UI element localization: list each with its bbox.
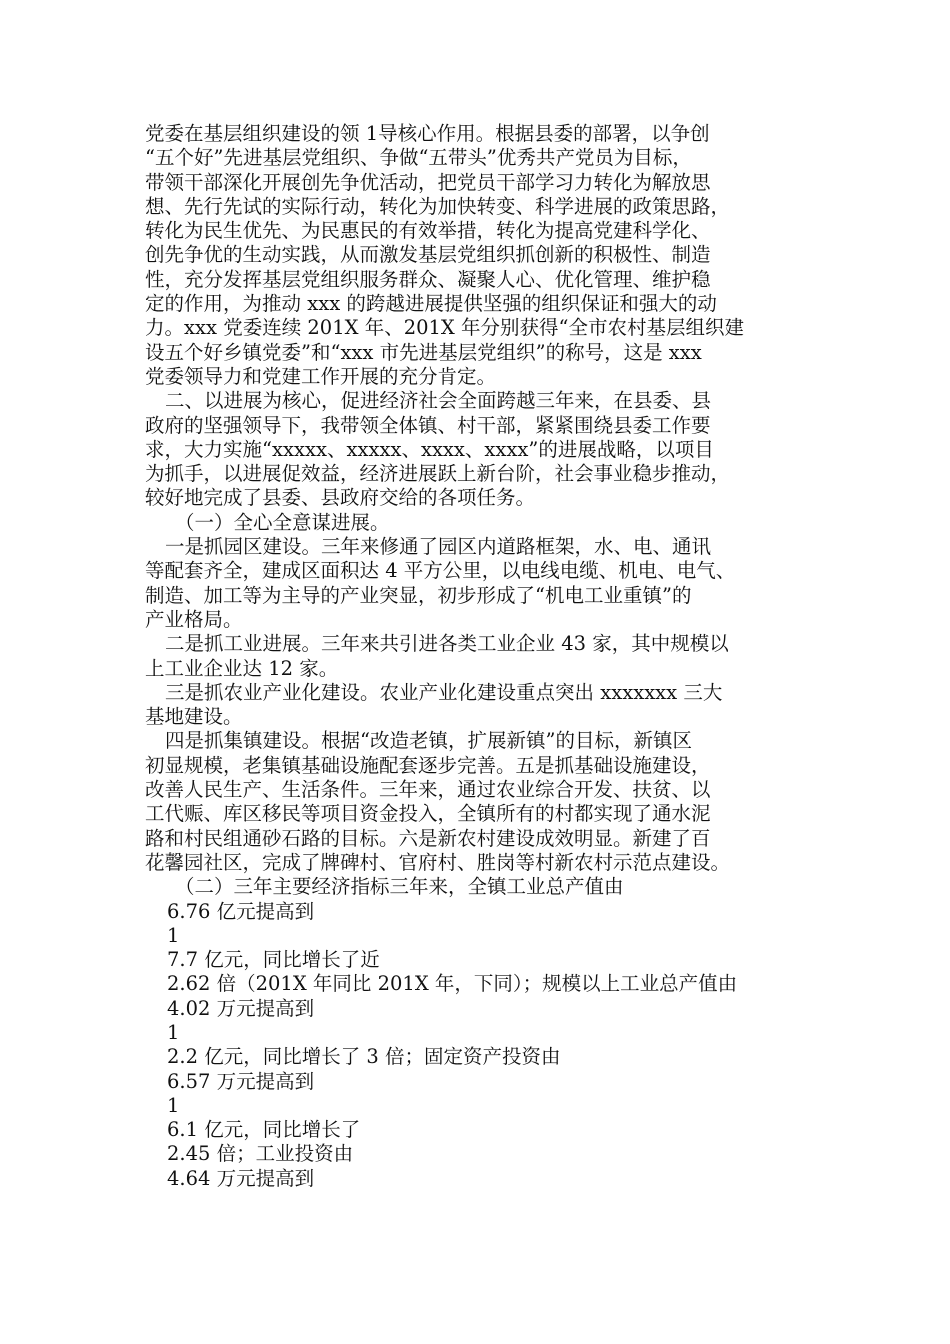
body-line: 改善人民生产、生活条件。三年来，通过农业综合开发、扶贫、以 xyxy=(145,778,711,802)
body-line: 6.76 亿元提高到 xyxy=(167,899,315,923)
body-line: 四是抓集镇建设。根据“改造老镇，扩展新镇”的目标，新镇区 xyxy=(165,729,692,753)
body-line: 工代赈、库区移民等项目资金投入，全镇所有的村都实现了通水泥 xyxy=(145,802,711,826)
body-line: 二是抓工业进展。三年来共引进各类工业企业 43 家，其中规模以 xyxy=(165,632,729,656)
body-line: 力。xxx 党委连续 201X 年、201X 年分别获得“全市农村基层组织建 xyxy=(145,316,744,340)
body-line: 1 xyxy=(167,1093,180,1117)
body-line: 6.57 万元提高到 xyxy=(167,1069,315,1093)
subsection-heading: （二）三年主要经济指标三年来，全镇工业总产值由 xyxy=(175,875,624,899)
body-line: 为抓手，以进展促效益，经济进展跃上新台阶，社会事业稳步推动， xyxy=(145,462,731,486)
body-line: 设五个好乡镇党委”和“xxx 市先进基层党组织”的称号，这是 xxx xyxy=(145,340,702,364)
body-line: 一是抓园区建设。三年来修通了园区内道路框架，水、电、通讯 xyxy=(165,535,712,559)
body-line: 初显规模，老集镇基础设施配套逐步完善。五是抓基础设施建设， xyxy=(145,753,711,777)
body-line: 上工业企业达 12 家。 xyxy=(145,656,339,680)
body-line: 三是抓农业产业化建设。农业产业化建设重点突出 xxxxxxx 三大 xyxy=(165,680,723,704)
section-heading: 二、以进展为核心，促进经济社会全面跨越三年来，在县委、县 xyxy=(165,389,712,413)
body-line: 1 xyxy=(167,923,180,947)
body-line: 路和村民组通砂石路的目标。六是新农村建设成效明显。新建了百 xyxy=(145,826,711,850)
body-line: 性，充分发挥基层党组织服务群众、凝聚人心、优化管理、维护稳 xyxy=(145,267,711,291)
body-line: 4.64 万元提高到 xyxy=(167,1166,315,1190)
body-line: 政府的坚强领导下，我带领全体镇、村干部，紧紧围绕县委工作要 xyxy=(145,413,711,437)
body-line: 1 xyxy=(167,1020,180,1044)
body-line: 定的作用，为推动 xxx 的跨越进展提供坚强的组织保证和强大的动 xyxy=(145,292,717,316)
body-line: 想、先行先试的实际行动，转化为加快转变、科学进展的政策思路， xyxy=(145,194,731,218)
document-body xyxy=(145,122,810,1191)
body-line: 党委领导力和党建工作开展的充分肯定。 xyxy=(145,364,497,388)
body-line: 带领干部深化开展创先争优活动，把党员干部学习力转化为解放思 xyxy=(145,170,711,194)
body-line: 2.45 倍；工业投资由 xyxy=(167,1142,354,1166)
body-line: 转化为民生优先、为民惠民的有效举措，转化为提高党建科学化、 xyxy=(145,219,711,243)
subsection-heading: （一）全心全意谋进展。 xyxy=(175,510,390,534)
body-line: 等配套齐全，建成区面积达 4 平方公里，以电线电缆、机电、电气、 xyxy=(145,559,736,583)
body-line: 4.02 万元提高到 xyxy=(167,996,315,1020)
body-line: 花馨园社区，完成了牌碑村、官府村、胜岗等村新农村示范点建设。 xyxy=(145,850,731,874)
body-line: 产业格局。 xyxy=(145,607,243,631)
body-line: 创先争优的生动实践，从而激发基层党组织抓创新的积极性、制造 xyxy=(145,243,711,267)
body-line: 6.1 亿元，同比增长了 xyxy=(167,1118,361,1142)
body-line: 2.62 倍（201X 年同比 201X 年，下同）；规模以上工业总产值由 xyxy=(167,972,738,996)
body-line: 较好地完成了县委、县政府交给的各项任务。 xyxy=(145,486,536,510)
body-line: 7.7 亿元，同比增长了近 xyxy=(167,948,380,972)
body-line: 求，大力实施“xxxxx、xxxxx、xxxx、xxxx”的进展战略，以项目 xyxy=(145,437,714,461)
body-line: 党委在基层组织建设的领 1导核心作用。根据县委的部署，以争创 xyxy=(145,122,710,145)
body-line: 制造、加工等为主导的产业突显，初步形成了“机电工业重镇”的 xyxy=(145,583,692,607)
body-line: 2.2 亿元，同比增长了 3 倍；固定资产投资由 xyxy=(167,1045,561,1069)
body-line: “五个好”先进基层党组织、争做“五带头”优秀共产党员为目标， xyxy=(145,146,692,170)
body-line: 基地建设。 xyxy=(145,705,243,729)
